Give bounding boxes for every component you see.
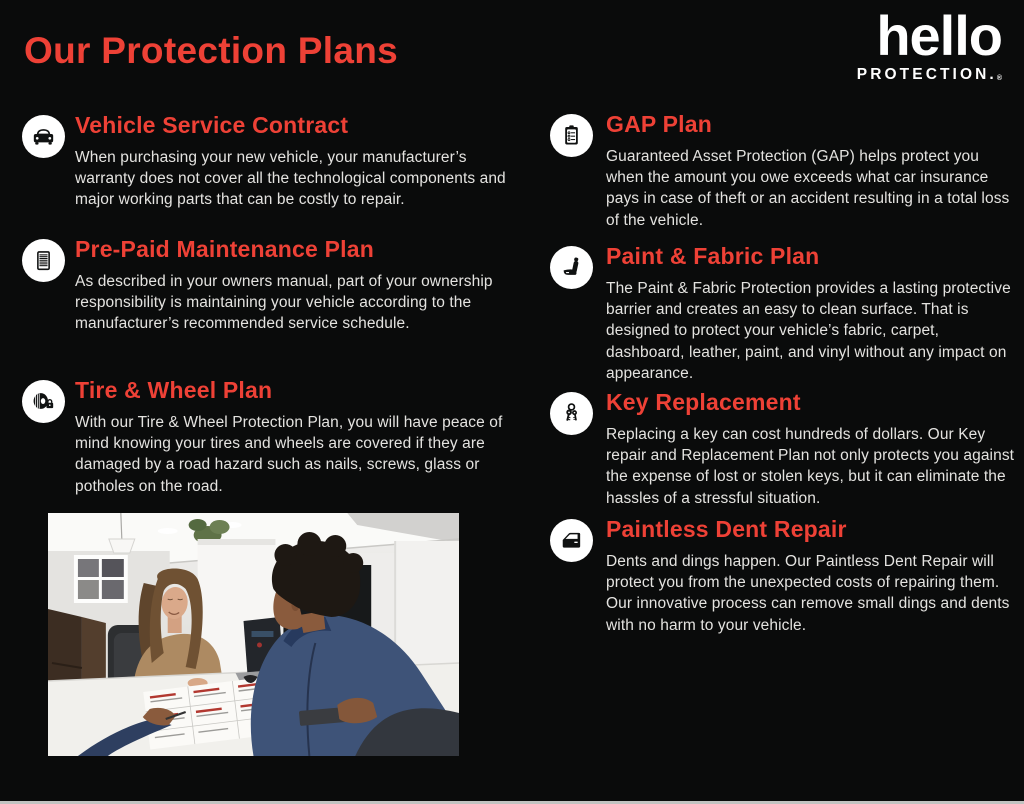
plan-section-key-replacement (550, 389, 1018, 509)
plan-title: Key Replacement (606, 389, 801, 415)
plan-description: When purchasing your new vehicle, your manufacturer’s warranty does not cover all the technological components and major working parts that can be costly to repair. (75, 149, 506, 209)
keys-icon (550, 392, 593, 435)
plan-description: Dents and dings happen. Our Paintless Dent Repair will protect you from the unexpected costs of repairing them. Our innovative process can remove small dings and dents with no harm to your vehicle. (606, 553, 1010, 634)
plan-title: Paintless Dent Repair (606, 516, 847, 542)
logo-tagline (857, 66, 1002, 84)
plan-title: Pre-Paid Maintenance Plan (75, 236, 374, 262)
plan-title: Paint & Fabric Plan (606, 243, 820, 269)
plan-section-paint-fabric (550, 243, 1018, 384)
car-icon (22, 115, 65, 158)
plan-description: The Paint & Fabric Protection provides a lasting protective barrier and creates an easy to clean surface. That is designed to protect your vehicle’s fabric, carpet, dashboard, leather, paint, and vinyl without any impact on appearance. (606, 280, 1011, 382)
logo-wordmark: hello (876, 4, 1002, 67)
car-door-icon (550, 519, 593, 562)
plan-title: Vehicle Service Contract (75, 112, 349, 138)
plan-section-gap (550, 111, 1018, 231)
plan-title: Tire & Wheel Plan (75, 377, 273, 403)
plan-section-tire-wheel (22, 377, 514, 497)
car-seat-icon (550, 246, 593, 289)
consultation-photo-illustration (48, 513, 459, 756)
owners-manual-icon (22, 239, 65, 282)
logo-tagline-text: PROTECTION. (856, 65, 997, 83)
registered-trademark: ® (996, 74, 1002, 82)
page-title: Our Protection Plans (24, 30, 399, 71)
consultation-photo (48, 513, 459, 756)
tire-lock-icon (22, 380, 65, 423)
plan-section-paintless-dent-repair (550, 516, 1018, 636)
plan-description: Guaranteed Asset Protection (GAP) helps protect you when the amount you owe exceeds what car insurance pays in case of theft or an accident resulting in a total loss of the vehicle. (606, 148, 1010, 229)
hello-protection-logo (856, 4, 1002, 84)
plan-section-pre-paid-maintenance (22, 236, 514, 335)
plan-description: Replacing a key can cost hundreds of dollars. Our Key repair and Replacement Plan not only protects you against the expense of lost or stolen keys, but it can eliminate the hassles of a stressful situation. (606, 426, 1015, 507)
clipboard-checklist-icon (550, 114, 593, 157)
plan-section-vehicle-service-contract (22, 112, 514, 211)
plan-description: With our Tire & Wheel Protection Plan, you will have peace of mind knowing your tires and wheels are covered if they are damaged by a road hazard such as nails, screws, glass or potholes on the road. (75, 414, 503, 495)
plan-title: GAP Plan (606, 111, 712, 137)
plan-description: As described in your owners manual, part of your ownership responsibility is maintaining your vehicle according to the manufacturer’s recommended service schedule. (75, 273, 493, 333)
